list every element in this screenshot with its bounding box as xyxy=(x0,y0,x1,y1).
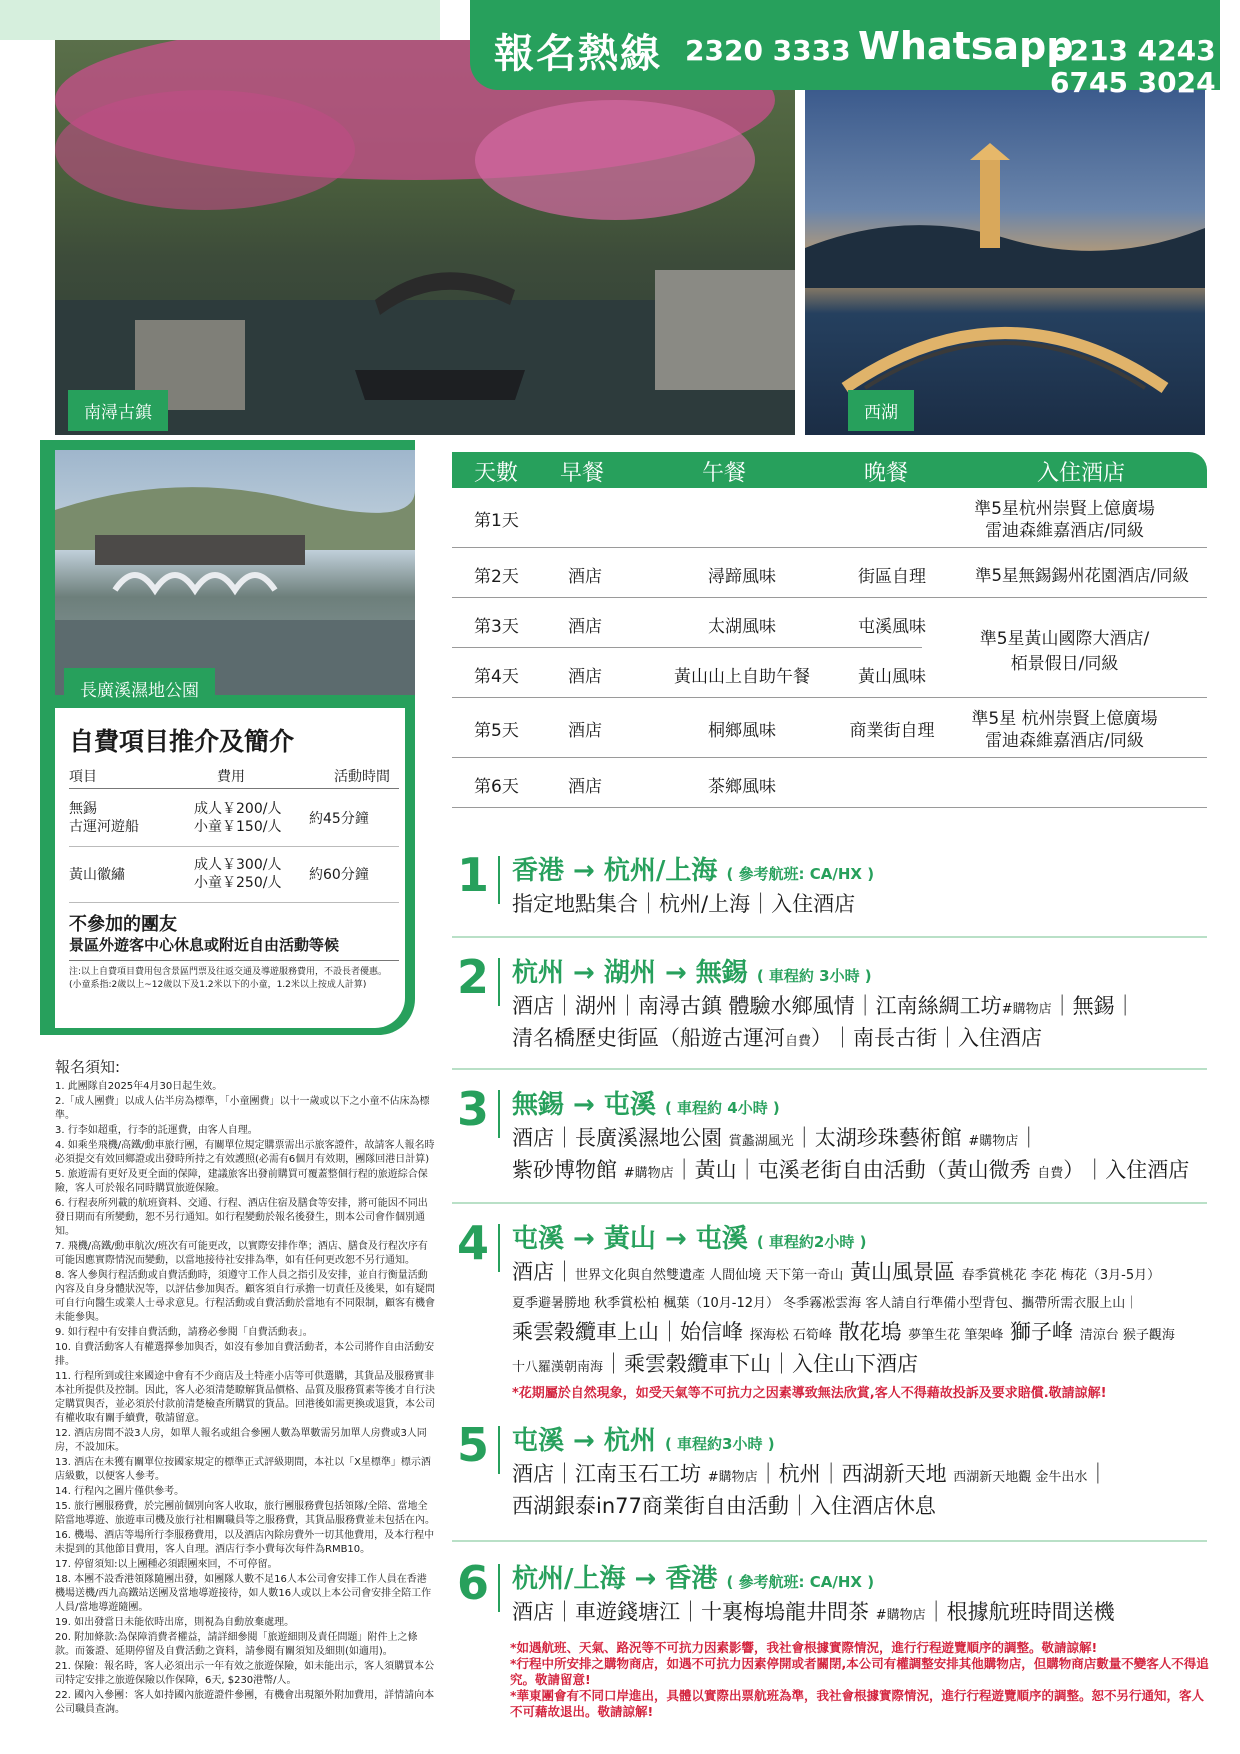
merged-hotel-line-2: 栢景假日/同級 xyxy=(1010,654,1119,674)
day-title xyxy=(512,952,872,989)
day-bar xyxy=(498,1224,500,1272)
note-item: 2.「成人團費」以成人佔半房為標準，「小童團費」以十一歲或以下之小童不佔床為標準。 xyxy=(55,1096,430,1121)
table-row xyxy=(452,492,1207,544)
day-line-text: 乘雲穀纜車上山｜始信峰 xyxy=(512,1320,743,1344)
day-line-text: 獅子峰 xyxy=(1010,1320,1074,1344)
sp-divider xyxy=(69,902,399,903)
westlake-photo xyxy=(805,88,1205,435)
self-pay-tag: 自費 xyxy=(785,1034,812,1049)
hotline-phone[interactable]: 2320 3333 xyxy=(685,34,851,67)
note-item: 9. 如行程中有安排自費活動，請務必參閱「自費活動表」。 xyxy=(55,1327,313,1338)
row-breakfast: 酒店 xyxy=(568,667,602,687)
day-title-text: 香港 → 杭州/上海 xyxy=(512,856,718,886)
sp-divider xyxy=(69,788,399,789)
row-dinner: 黃山風味 xyxy=(858,667,926,687)
day-separator xyxy=(452,1540,1207,1542)
day-5 xyxy=(452,1418,1207,1548)
day-line-text: ｜ xyxy=(1018,1126,1040,1150)
no-join-text: 景區外遊客中心休息或附近自由活動等候 xyxy=(69,936,340,954)
note-item: 17. 停留須知:以上團種必須跟團來回，不可停留。 xyxy=(55,1559,278,1570)
notes-title: 報名須知: xyxy=(55,1058,121,1076)
wetland-scene-icon xyxy=(55,450,415,695)
day-line-text: 酒店｜ xyxy=(512,1260,575,1284)
day-1 xyxy=(452,848,1207,938)
day-title-text: 無錫 → 屯溪 xyxy=(512,1090,656,1120)
day-line-text: 散花塢 xyxy=(838,1320,902,1344)
row-breakfast: 酒店 xyxy=(568,617,602,637)
day-title xyxy=(512,1084,780,1121)
row-breakfast: 酒店 xyxy=(568,777,602,797)
row-divider xyxy=(452,597,1207,598)
day-6 xyxy=(452,1556,1207,1636)
sight-note: 賞蠡湖風光 xyxy=(728,1134,794,1149)
day-line-text: ）｜入住酒店 xyxy=(1063,1158,1190,1182)
header-breakfast: 早餐 xyxy=(560,461,605,486)
bottom-note: *如遇航班、天氣、路況等不可抗力因素影響，我社會根據實際情況，進行行程遊覽順序的調整。敬請諒解! xyxy=(510,1640,1098,1655)
sp-row-fee-adult: 成人￥300/人 xyxy=(194,857,282,873)
row-hotel-1: 準5星 杭州崇賢上億廣場 xyxy=(971,709,1158,729)
note-item: 16. 機場、酒店等場所行李服務費用，以及酒店內除房費外一切其他費用，及本行程中未提到的其他節目費用，客人自理。酒店行李小費每次每件為RMB10。 xyxy=(55,1530,435,1555)
day-line-text: 黃山風景區 xyxy=(849,1260,955,1284)
day-title-text: 杭州 → 湖州 → 無錫 xyxy=(512,958,748,988)
flower-disclaimer: *花期屬於自然現象，如受天氣等不可抗力之因素導致無法欣賞,客人不得藉故投訴及要求賠償.敬請諒解! xyxy=(512,1386,1107,1401)
row-day: 第6天 xyxy=(474,777,519,797)
day-line xyxy=(512,1256,1160,1286)
row-lunch: 太湖風味 xyxy=(708,617,776,637)
row-lunch: 潯蹄風味 xyxy=(708,567,776,587)
table-row xyxy=(452,702,1207,754)
note-item: 4. 如乘坐飛機/高鐵/動車旅行團，有關單位規定購票需出示旅客證件，故請客人報名時必須提交有效回鄉證或出發時所持之有效護照(必需有6個月有效期，團隊回港日計算) xyxy=(55,1140,435,1165)
row-hotel-1: 準5星無錫錫州花園酒店/同級 xyxy=(974,566,1190,585)
day-title-note: ( 車程約 3小時 ) xyxy=(756,967,872,985)
note-item: 15. 旅行團服務費，於完團前個別向客人收取，旅行團服務費包括領隊/全陪、當地全陪當地導遊、旅遊車司機及旅行社相關職員等之服務費，其貨品服務費並未包括在內。 xyxy=(55,1501,435,1526)
shop-tag: #購物店 xyxy=(623,1166,674,1181)
day-3 xyxy=(452,1082,1207,1207)
wetland-label: 長廣溪濕地公園 xyxy=(64,668,215,709)
whatsapp-number-2[interactable]: 6745 3024 xyxy=(1050,66,1216,99)
row-breakfast: 酒店 xyxy=(568,567,602,587)
day-title-note: ( 車程約3小時 ) xyxy=(664,1435,775,1453)
day-bar xyxy=(498,1564,500,1612)
sight-note: 西湖新天地觀 金牛出水 xyxy=(953,1470,1088,1485)
sp-row-name-2: 古運河遊船 xyxy=(69,819,139,835)
row-divider xyxy=(452,647,922,648)
day-title xyxy=(512,1218,866,1255)
day-line-text: ｜根據航班時間送機 xyxy=(925,1600,1115,1624)
day-title-note: ( 參考航班: CA/HX ) xyxy=(726,1573,875,1591)
row-day: 第2天 xyxy=(474,567,519,587)
row-lunch: 黃山山上自助午餐 xyxy=(674,667,810,687)
bottom-note: *華東團會有不同口岸進出，具體以實際出票航班為準，我社會根據實際情況，進行行程遊覽順序的調整。恕不另行通知，客人不可藉故退出。敬請諒解! xyxy=(510,1688,1205,1719)
sight-note: 夢筆生花 筆架峰 xyxy=(908,1328,1004,1343)
sp-row-fee-child: 小童￥250/人 xyxy=(194,875,282,891)
row-dinner: 商業街自理 xyxy=(849,721,935,741)
day-number: 1 xyxy=(457,848,490,902)
day-line-text: 清名橋歷史街區（船遊古運河 xyxy=(512,1026,785,1050)
merged-hotel xyxy=(922,624,1207,674)
day-line xyxy=(512,1458,1108,1488)
westlake-scene-icon xyxy=(805,88,1205,435)
sp-header-fee: 費用 xyxy=(217,769,245,785)
day-title-note: ( 車程約2小時 ) xyxy=(756,1233,867,1251)
sp-row-name: 無錫 xyxy=(69,801,97,817)
nanxun-scene-icon xyxy=(55,40,795,435)
nanxun-label: 南潯古鎮 xyxy=(68,390,168,431)
day-title-note: ( 車程約 4小時 ) xyxy=(664,1099,780,1117)
day-line: 指定地點集合｜杭州/上海｜入住酒店 xyxy=(512,892,856,916)
note-item: 18. 本團不設香港領隊隨團出發，如團隊人數不足16人本公司會安排工作人員在香港機場送機/西九高鐵站送團及當地導遊接待，如人數16人或以上本公司會安排全陪工作人員/當地導遊隨團。 xyxy=(55,1574,432,1613)
shop-tag: #購物店 xyxy=(968,1134,1019,1149)
day-line: 夏季避暑勝地 秋季賞松柏 楓葉（10月-12月） 冬季霧凇雲海 客人請自行準備小型背包、攜帶所需衣服上山｜ xyxy=(512,1296,1139,1311)
shop-tag: #購物店 xyxy=(1001,1002,1052,1017)
day-number: 4 xyxy=(457,1216,490,1270)
day-line-text: 酒店｜江南玉石工坊 xyxy=(512,1462,701,1486)
day-number: 5 xyxy=(457,1418,490,1472)
bottom-notes xyxy=(510,1640,1210,1720)
notes-list xyxy=(55,1080,435,1717)
day-line-text: ｜無錫｜ xyxy=(1051,994,1136,1018)
note-item: 1. 此團隊自2025年4月30日起生效。 xyxy=(55,1081,223,1092)
day-title-text: 屯溪 → 黃山 → 屯溪 xyxy=(512,1224,748,1254)
day-line-text: ｜乘雲穀纜車下山｜入住山下酒店 xyxy=(603,1352,919,1376)
sight-note: 春季賞桃花 李花 梅花（3月-5月） xyxy=(961,1268,1161,1283)
day-bar xyxy=(498,856,500,904)
day-line xyxy=(512,1154,1189,1184)
itinerary-table xyxy=(452,452,1207,814)
day-line-text: 酒店｜湖州｜南潯古鎮 體驗水鄉風情｜江南絲綢工坊 xyxy=(512,994,1002,1018)
row-lunch: 茶鄉風味 xyxy=(708,777,776,797)
day-bar xyxy=(498,958,500,1006)
self-pay-footnote xyxy=(69,966,399,992)
whatsapp-number-1[interactable]: 6213 4243 xyxy=(1050,34,1216,67)
day-title-note: ( 參考航班: CA/HX ) xyxy=(726,865,875,883)
hotline-label: 報名熱線 xyxy=(494,31,662,77)
note-item: 20. 附加條款:為保障消費者權益，請詳細參閱「旅遊細則及責任問題」附件上之條款。而簽證、延期停留及自費活動之資料，請參閱有關須知及細則(如適用)。 xyxy=(55,1632,418,1657)
footnote-line-1: 注:以上自費項目費用包含景區門票及往返交通及導遊服務費用，不設長者優惠。 xyxy=(69,967,388,977)
self-pay-box xyxy=(55,708,405,1028)
day-line-text: ｜杭州｜西湖新天地 xyxy=(757,1462,947,1486)
self-pay-tag: 自費 xyxy=(1037,1166,1064,1181)
day-separator xyxy=(452,1068,1207,1070)
day-title-text: 屯溪 → 杭州 xyxy=(512,1426,656,1456)
top-left-accent xyxy=(0,0,440,40)
wetland-photo xyxy=(55,450,415,695)
note-item: 19. 如出發當日未能依時出席，則視為自動放棄處理。 xyxy=(55,1617,295,1628)
day-title xyxy=(512,1558,874,1595)
day-line xyxy=(512,990,1136,1020)
sp-header-item: 項目 xyxy=(69,769,97,785)
row-breakfast: 酒店 xyxy=(568,721,602,741)
note-item: 5. 旅遊需有更好及更全面的保障，建議旅客出發前購買可覆蓋整個行程的旅遊綜合保險，客人可於報名同時購買旅遊保險。 xyxy=(55,1169,428,1194)
row-day: 第5天 xyxy=(474,721,519,741)
sp-row-name: 黃山徽繡 xyxy=(69,867,125,883)
note-item: 7. 飛機/高鐵/動車航次/班次有可能更改，以實際安排作準；酒店、膳食及行程次序有可能因應實際情況而變動，以當地接待社安排為準，如有任何更改恕不另行通知。 xyxy=(55,1241,428,1266)
sp-divider xyxy=(69,960,399,961)
sp-divider xyxy=(69,846,399,847)
day-line: 西湖銀泰in77商業街自由活動｜入住酒店休息 xyxy=(512,1494,936,1518)
header-dinner: 晚餐 xyxy=(864,461,909,486)
row-divider xyxy=(452,807,1207,808)
sight-note: 世界文化與自然雙遺產 人間仙境 天下第一奇山 xyxy=(575,1268,844,1283)
day-separator xyxy=(452,936,1207,938)
day-line xyxy=(512,1122,1039,1152)
whatsapp-label: Whatsapp xyxy=(858,24,1074,68)
sp-row xyxy=(69,852,399,898)
note-item: 14. 行程內之圖片僅供參考。 xyxy=(55,1486,185,1497)
sp-row xyxy=(69,796,399,842)
day-line-text: ）｜南長古街｜入住酒店 xyxy=(811,1026,1043,1050)
hotline-band xyxy=(470,0,1220,99)
day-line xyxy=(512,1348,918,1378)
table-row xyxy=(452,762,1207,802)
note-item: 13. 酒店在未獲有關單位按國家規定的標準正式評級期間，本社以「X星標準」標示酒店級數，以便客人參考。 xyxy=(55,1457,431,1482)
day-title xyxy=(512,850,874,887)
bottom-note: *行程中所安排之購物商店，如遇不可抗力因素停開或者關閉,本公司有權調整安排其他購物店，但購物商店數量不變客人不得追究。敬請留意! xyxy=(510,1656,1209,1687)
shop-tag: #購物店 xyxy=(875,1608,926,1623)
day-line xyxy=(512,1596,1115,1626)
row-divider xyxy=(452,757,1207,758)
day-line-text: ｜ xyxy=(1087,1462,1109,1486)
header-lunch: 午餐 xyxy=(702,461,747,486)
sight-note: 十八羅漢朝南海 xyxy=(512,1360,604,1375)
sp-row-fee-child: 小童￥150/人 xyxy=(194,819,282,835)
day-line-text: 酒店｜車遊錢塘江｜十裏梅塢龍井問茶 xyxy=(512,1600,869,1624)
table-row xyxy=(452,552,1207,592)
row-hotel-2: 雷迪森維嘉酒店/同級 xyxy=(985,521,1144,541)
note-item: 3. 行李如超重，行李的託運費，由客人自理。 xyxy=(55,1125,258,1136)
sp-row-time: 約60分鐘 xyxy=(309,867,369,883)
note-item: 12. 酒店房間不設3人房，如單人報名或組合參團人數為單數需另加單人房費或3人同房，不設加床。 xyxy=(55,1428,427,1453)
day-bar xyxy=(498,1426,500,1474)
row-day: 第3天 xyxy=(474,617,519,637)
row-day: 第4天 xyxy=(474,667,519,687)
day-title-text: 杭州/上海 → 香港 xyxy=(512,1564,718,1594)
footnote-line-2: (小童系指:2歲以上~12歲以下及1.2米以下的小童，1.2米以上按成人計算) xyxy=(69,980,367,990)
row-dinner: 街區自理 xyxy=(858,567,926,587)
row-divider xyxy=(452,697,1207,698)
no-join-title: 不參加的團友 xyxy=(69,914,177,935)
row-hotel-1: 準5星杭州崇賢上億廣場 xyxy=(974,499,1155,519)
row-lunch: 桐鄉風味 xyxy=(708,721,776,741)
day-line xyxy=(512,1316,1175,1346)
day-2 xyxy=(452,950,1207,1070)
header-day: 天數 xyxy=(474,461,519,486)
row-day: 第1天 xyxy=(474,511,519,531)
day-number: 3 xyxy=(457,1082,490,1136)
sight-note: 清涼台 猴子觀海 xyxy=(1079,1328,1175,1343)
note-item: 21. 保險：報名時，客人必須出示一年有效之旅遊保險，如未能出示，客人須購買本公司特定安排之旅遊保險以作保障，6天, $230港幣/人。 xyxy=(55,1661,435,1686)
shop-tag: #購物店 xyxy=(707,1470,758,1485)
nanxun-photo xyxy=(55,40,795,435)
day-number: 6 xyxy=(457,1556,490,1610)
row-dinner: 屯溪風味 xyxy=(858,617,926,637)
note-item: 22. 國內入參團：客人如持國內旅遊證件參團，有機會出現額外附加費用，詳情請向本公司職員查詢。 xyxy=(55,1690,435,1715)
day-title xyxy=(512,1420,775,1457)
westlake-label: 西湖 xyxy=(848,390,914,431)
day-line-text: ｜黃山｜屯溪老街自由活動（黃山微秀 xyxy=(673,1158,1031,1182)
note-item: 6. 行程表所列載的航班資料、交通、行程、酒店住宿及膳食等安排，將可能因不同出發日期而有所變動，恕不另行通知。如行程變動於報名後發生，則本公司會作個別通知。 xyxy=(55,1198,428,1237)
day-separator xyxy=(452,1202,1207,1204)
registration-notes xyxy=(55,1060,435,1718)
day-line xyxy=(512,1022,1042,1052)
sp-row-time: 約45分鐘 xyxy=(309,811,369,827)
self-pay-title: 自費項目推介及簡介 xyxy=(69,727,295,756)
note-item: 11. 行程所到或往來國途中會有不少商店及土特產小店等可供選購，其貨品及服務實非本社所提供及控制。因此，客人必須清楚瞭解貨品價格、品質及服務質素等後才自行決定購買與否，並必須於付款前清楚檢查所購買的貨品。回港後如需更換或退貨，本公司有權收取有關手續費，敬請留意。 xyxy=(55,1371,435,1424)
day-line-text: 紫砂博物館 xyxy=(512,1158,617,1182)
merged-hotel-line-1: 準5星黃山國際大酒店/ xyxy=(979,629,1150,649)
day-bar xyxy=(498,1090,500,1138)
day-4 xyxy=(452,1216,1207,1431)
note-item: 10. 自費活動客人有權選擇參加與否，如沒有參加自費活動者，本公司將作自由活動安排。 xyxy=(55,1342,435,1367)
row-divider xyxy=(452,547,1207,548)
row-hotel-2: 雷迪森維嘉酒店/同級 xyxy=(985,731,1144,751)
sight-note: 探海松 石筍峰 xyxy=(749,1328,832,1343)
itinerary-header xyxy=(452,452,1207,488)
sp-row-fee-adult: 成人￥200/人 xyxy=(194,801,282,817)
day-line-text: 酒店｜長廣溪濕地公園 xyxy=(512,1126,722,1150)
note-item: 8. 客人參與行程活動或自費活動時，須遵守工作人員之指引及安排，並自行衡量活動內容及自身身體狀況等，以評估參加與否。顧客須自行承擔一切責任及後果，如有疑問可自行向醫生或業人士尋求意見。行程活動或自費活動於當地有不同限制，顧客有機會未能參與。 xyxy=(55,1270,435,1323)
sp-header-time: 活動時間 xyxy=(334,769,390,785)
day-number: 2 xyxy=(457,950,490,1004)
header-hotel: 入住酒店 xyxy=(1037,461,1126,486)
day-line-text: ｜太湖珍珠藝術館 xyxy=(793,1126,962,1150)
